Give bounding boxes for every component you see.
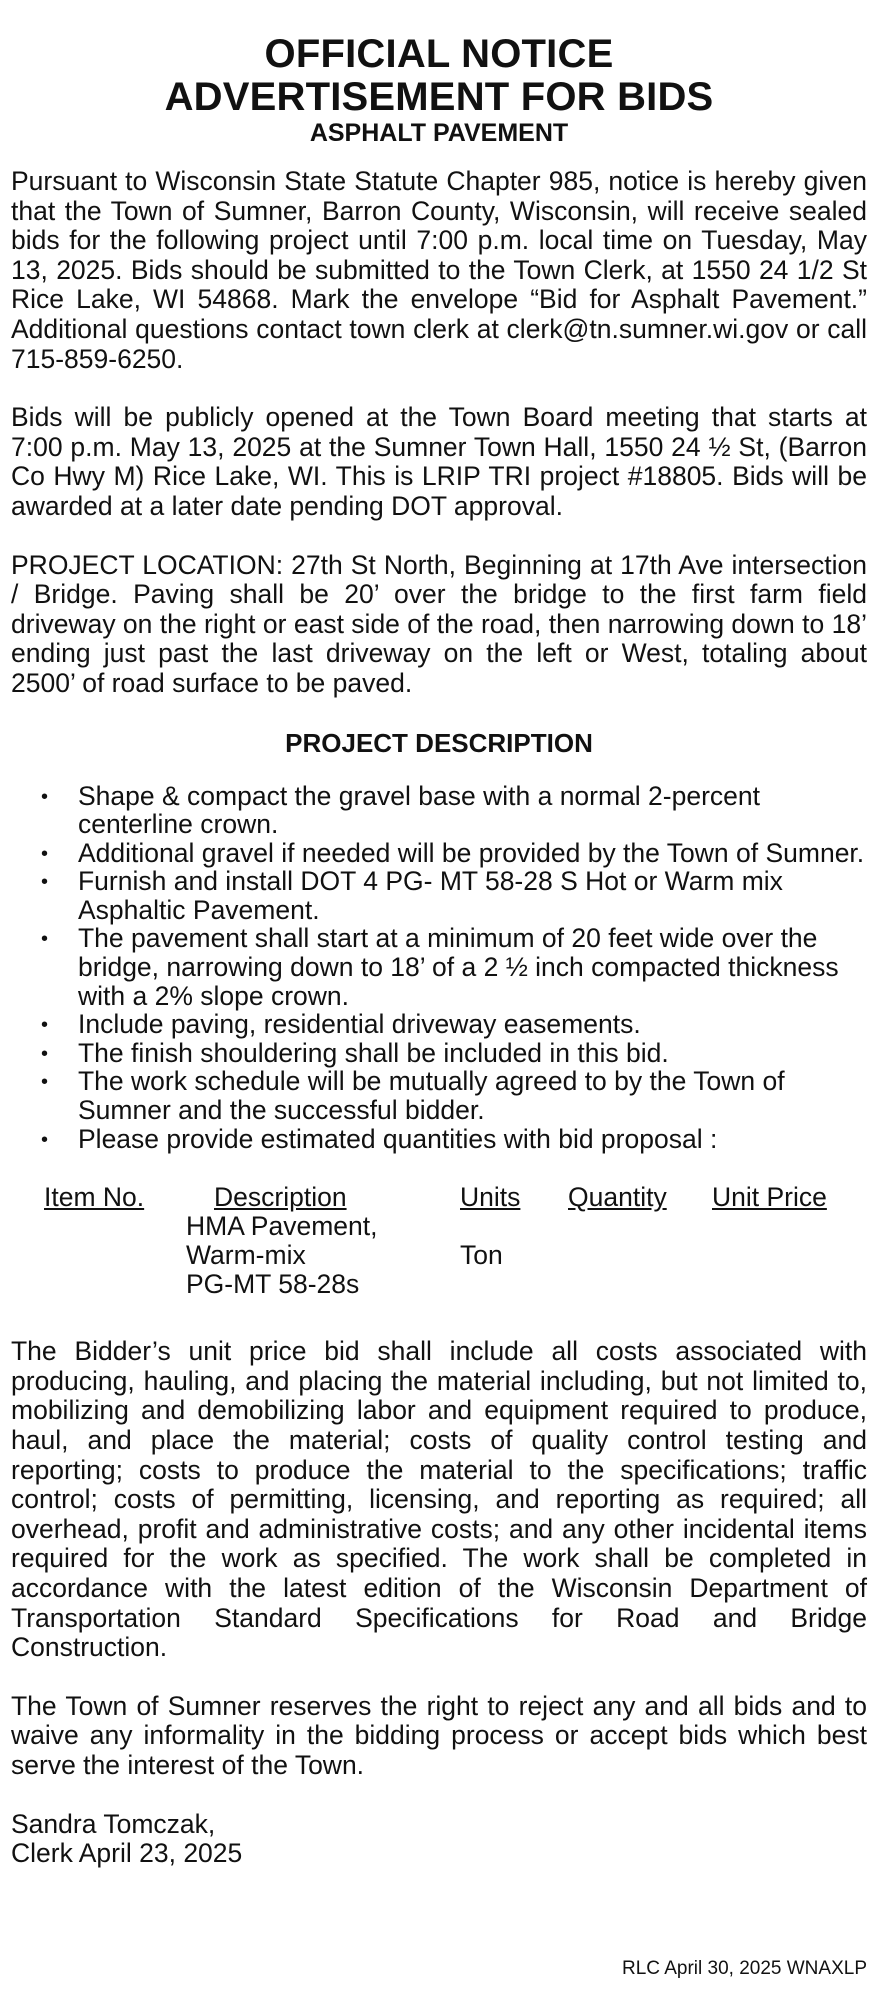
list-item-text: The work schedule will be mutually agreed to by the Town of Sumner and the successful bidder.: [78, 1066, 785, 1126]
bullet-icon: •: [41, 1128, 49, 1151]
col-header-description: Description: [214, 1182, 347, 1213]
list-item: [11, 782, 867, 839]
list-item: [11, 839, 867, 868]
notice-subtitle: ASPHALT PAVEMENT: [309, 119, 569, 147]
unit-price-clause-paragraph: The Bidder’s unit price bid shall include all costs associated with producing, hauling, and placing the material including, but not limited to, mobilizing and demobilizing labor and equipment required to produce, haul, and place the material; costs of quality control testing and reporting; costs to produce the material to the specifications; traffic control; costs of permitting, licensing, and reporting as required; all overhead, profit and administrative costs; and any other incidental items required for the work as specified. The work shall be completed in accordance with the latest edition of the Wisconsin Department of Transportation Standard Specifications for Road and Bridge Construction.: [11, 1336, 867, 1663]
col-header-unit-price: Unit Price: [712, 1182, 827, 1213]
reservation-paragraph: The Town of Sumner reserves the right to reject any and all bids and to waive any informality in the bidding process or accept bids which best serve the interest of the Town.: [11, 1690, 867, 1780]
notice-title-line2: ADVERTISEMENT FOR BIDS: [164, 75, 714, 119]
table-cell-description-line: PG-MT 58-28s: [186, 1269, 360, 1300]
table-cell-description-line: Warm-mix: [186, 1240, 306, 1271]
list-item-text: The finish shouldering shall be included in this bid.: [78, 1037, 669, 1068]
bid-item-table: [11, 1183, 867, 1317]
bullet-icon: •: [41, 871, 49, 894]
signature-name: Sandra Tomczak,: [11, 1808, 216, 1839]
bullet-icon: •: [41, 1014, 49, 1037]
bullet-icon: •: [41, 842, 49, 865]
bullet-icon: •: [41, 1042, 49, 1065]
list-item: [11, 1039, 867, 1068]
bullet-icon: •: [41, 1071, 49, 1094]
bullet-icon: •: [41, 785, 49, 808]
signature-title-date: Clerk April 23, 2025: [11, 1838, 243, 1869]
bid-opening-paragraph: Bids will be publicly opened at the Town Board meeting that starts at 7:00 p.m. May 13, 2025 at the Sumner Town Hall, 1550 24 ½ St, (Barron Co Hwy M) Rice Lake, WI. This is LRIP TRI project #18805. Bids will be awarded at a later date pending DOT approval.: [11, 402, 867, 521]
list-item-text: Include paving, residential driveway easements.: [78, 1009, 641, 1040]
bullet-icon: •: [41, 928, 49, 951]
project-description-heading: PROJECT DESCRIPTION: [285, 727, 593, 758]
list-item: [11, 1125, 867, 1154]
publication-code: RLC April 30, 2025 WNAXLP: [621, 1958, 867, 1979]
list-item-text: The pavement shall start at a minimum of 20 feet wide over the bridge, narrowing down to 18’ of a 2 ½ inch compacted thickness with a 2% slope crown.: [78, 923, 839, 1011]
list-item-text: Shape & compact the gravel base with a normal 2-percent centerline crown.: [78, 780, 761, 840]
intro-paragraph: Pursuant to Wisconsin State Statute Chapter 985, notice is hereby given that the Town of Sumner, Barron County, Wisconsin, will receive sealed bids for the following project until 7:00 p.m. local time on Tuesday, May 13, 2025. Bids should be submitted to the Town Clerk, at 1550 24 1/2 St Rice Lake, WI 54868. Mark the envelope “Bid for Asphalt Pavement.” Additional questions contact town clerk at clerk@tn.sumner.wi.gov or call 715-859-6250.: [11, 166, 867, 374]
project-description-list: [11, 782, 867, 1154]
list-item: [11, 924, 867, 1010]
col-header-units: Units: [460, 1182, 521, 1213]
list-item: [11, 1010, 867, 1039]
project-location-paragraph: PROJECT LOCATION: 27th St North, Beginning at 17th Ave intersection / Bridge. Paving shall be 20’ over the bridge to the first farm field driveway on the right or east side of the road, then narrowing down to 18’ ending just past the last driveway on the left or West, totaling about 2500’ of road surface to be paved.: [11, 549, 867, 698]
table-cell-units: Ton: [460, 1240, 503, 1271]
list-item-text: Furnish and install DOT 4 PG- MT 58-28 S Hot or Warm mix Asphaltic Pavement.: [78, 866, 783, 925]
list-item-text: Please provide estimated quantities with bid proposal :: [78, 1123, 718, 1154]
col-header-item-no: Item No.: [44, 1182, 145, 1213]
table-cell-description-line: HMA Pavement,: [186, 1211, 378, 1242]
list-item: [11, 1067, 867, 1124]
list-item-text: Additional gravel if needed will be provided by the Town of Sumner.: [78, 837, 865, 868]
list-item: [11, 867, 867, 924]
col-header-quantity: Quantity: [568, 1182, 667, 1213]
notice-title: OFFICIAL NOTICE: [264, 32, 614, 76]
